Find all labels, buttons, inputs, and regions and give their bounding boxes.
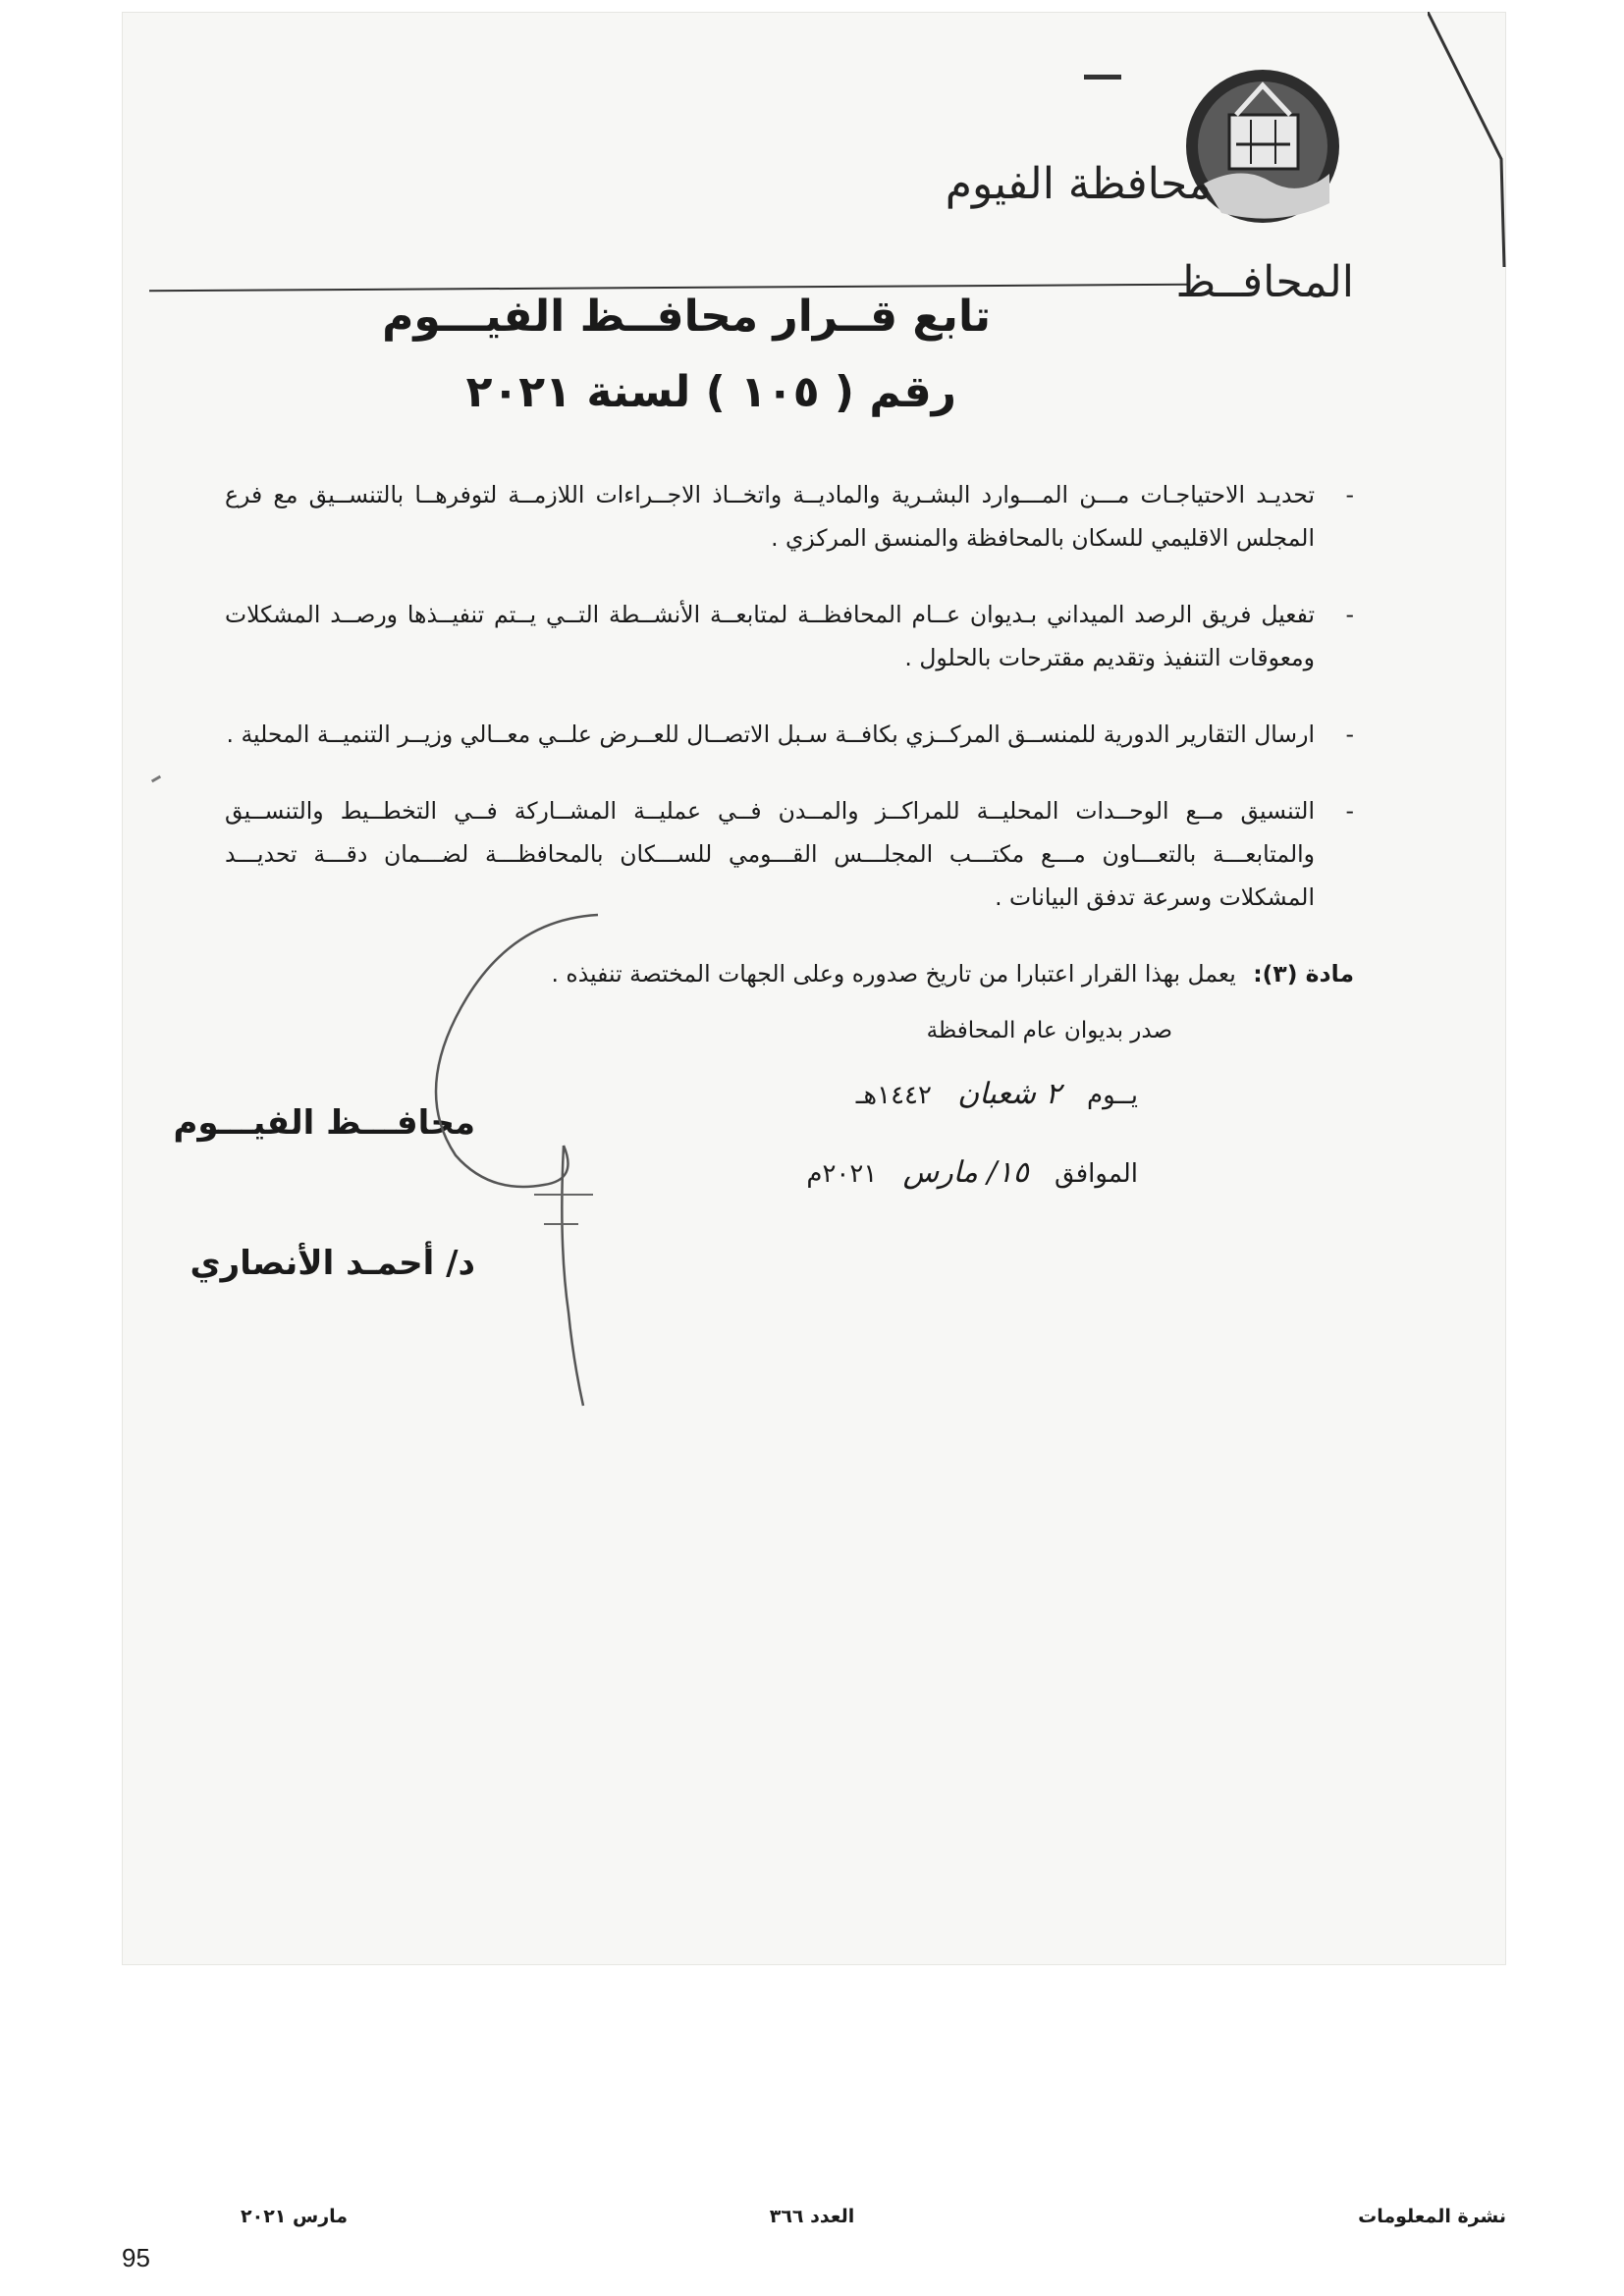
decree-items-list <box>225 473 1354 952</box>
handwritten-signature <box>397 900 770 1411</box>
list-bullet: - <box>1345 797 1354 825</box>
hijri-suffix: ١٤٤٢هـ <box>855 1081 932 1110</box>
scan-mark <box>151 775 161 783</box>
footer-date: مارس ٢٠٢١ <box>241 2206 349 2227</box>
list-bullet: - <box>1345 601 1354 628</box>
list-item <box>225 789 1354 919</box>
scan-dash <box>1084 75 1121 80</box>
issued-at: صدر بديوان عام المحافظة <box>926 1018 1172 1043</box>
gregorian-suffix: ٢٠٢١م <box>806 1159 878 1189</box>
header-divider <box>149 284 1190 292</box>
decree-number: رقم ( ١٠٥ ) لسنة ٢٠٢١ <box>465 367 956 417</box>
list-item <box>225 593 1354 679</box>
list-item <box>225 473 1354 560</box>
gregorian-date <box>806 1155 1138 1190</box>
footer-issue: العدد ٣٦٦ <box>769 2206 855 2227</box>
list-item-text: ارسال التقارير الدورية للمنســق المركــزي بكافــة سـبل الاتصــال للعــرض علــي معــالي وزيــر التنميــة المحلية . <box>226 721 1315 748</box>
article-text: يعمل بهذا القرار اعتبارا من تاريخ صدوره وعلى الجهات المختصة تنفيذه . <box>551 960 1236 988</box>
governorate-name: محافظة الفيوم <box>945 159 1212 209</box>
governor-title: المحافــظ <box>1175 257 1354 307</box>
corner-crease-line <box>1428 12 1506 267</box>
hijri-handwritten: ٢ شعبان <box>957 1077 1061 1111</box>
hijri-prefix: يــوم <box>1087 1081 1138 1110</box>
gregorian-handwritten: ١٥/ مارس <box>902 1155 1029 1190</box>
list-item <box>225 713 1354 756</box>
scanned-document <box>122 12 1506 1965</box>
signatory-name: د/ أحمـد الأنصاري <box>189 1244 475 1283</box>
list-item-text: تحديـد الاحتياجـات مـــن المـــوارد البشـرية والماديــة واتخــاذ الاجــراءات اللازمــة لتوفرهــا بالتنســيق مع فرع المجلس الاقليمي للسكان بالمحافظة والمنسق المركزي . <box>225 481 1315 552</box>
list-bullet: - <box>1345 721 1354 748</box>
decree-title: تابع قــرار محافــظ الفيـــوم <box>382 292 991 342</box>
article-label: مادة (٣): <box>1253 960 1354 988</box>
footer-publication: نشرة المعلومات <box>1358 2206 1506 2227</box>
list-item-text: تفعيل فريق الرصد الميداني بـديوان عــام المحافظــة لمتابعــة الأنشــطة التــي يــتم تنفيــذها ورصــد المشكلات ومعوقات التنفيذ وتقديم مقترحات بالحلول . <box>225 601 1315 671</box>
page-number: 95 <box>122 2243 150 2272</box>
signatory-title: محافـــظ الفيـــوم <box>173 1103 475 1143</box>
list-item-text: التنسيق مــع الوحــدات المحليــة للمراكــز والمــدن فــي عمليــة المشــاركة فــي التخطــيط والتنســيق والمتابعـــة بالتعـــاون مـــع مكتـــب المجلـــس القـــومي للســـكان بالمحافظـــة لضـــمان دقـــة تحديـــد المشكلات وسرعة تدفق البيانات . <box>225 797 1315 911</box>
list-bullet: - <box>1345 481 1354 508</box>
hijri-date <box>856 1077 1138 1111</box>
article-3 <box>225 952 1354 995</box>
gregorian-prefix: الموافق <box>1055 1159 1138 1189</box>
